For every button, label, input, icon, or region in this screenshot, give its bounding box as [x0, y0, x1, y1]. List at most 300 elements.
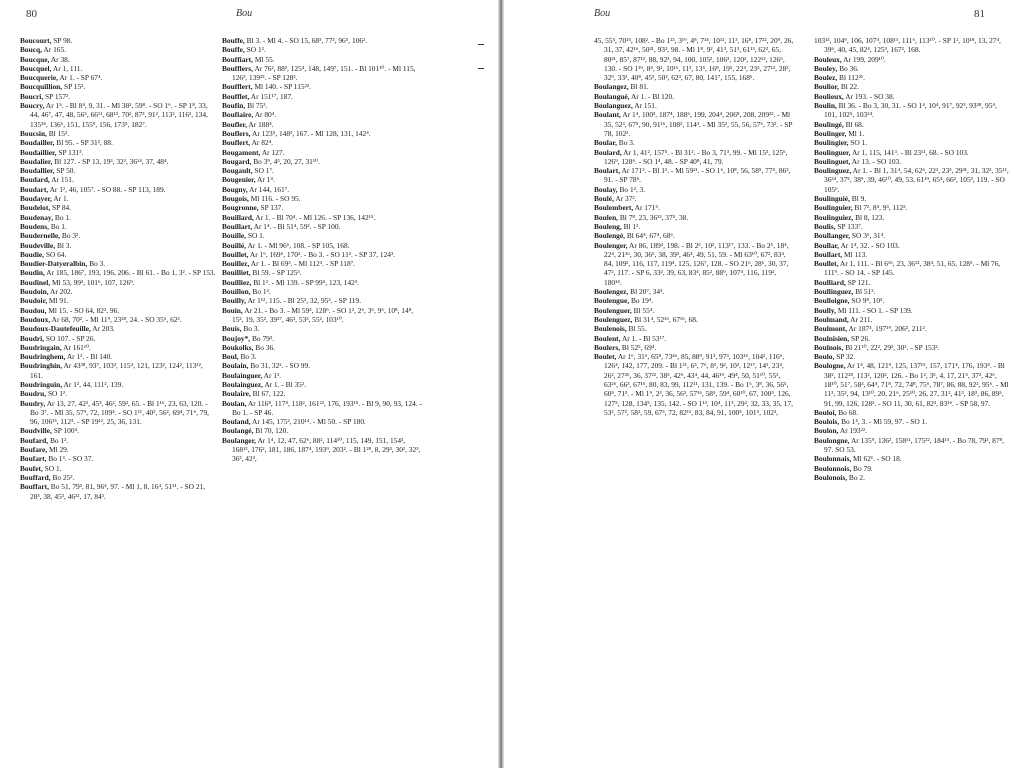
- entry-references: Ar 116⁸, 117⁴, 118², 161²², 176, 193¹⁵. - Bl 9, 90, 93, 124. - Bo 1. - SP 46.: [232, 398, 422, 417]
- entry-references: Ar 151¹⁷, 187.: [249, 91, 293, 101]
- surname-heading: Boulonois,: [814, 472, 848, 482]
- left-page: [0, 0, 500, 768]
- entry-references: Ar 1. - SP 67⁴.: [57, 73, 103, 83]
- surname-heading: Boudenay,: [20, 212, 54, 222]
- surname-heading: Boulengé,: [594, 231, 626, 241]
- surname-heading: Boufin,: [222, 101, 246, 111]
- surname-heading: Bouland,: [222, 417, 251, 427]
- index-entry: [20, 157, 216, 166]
- index-entry: [20, 399, 216, 427]
- surname-heading: Boudringain,: [20, 342, 62, 352]
- entry-references: Bl 3. - Ml 4. - SO 15, 68³, 77³, 96⁵, 106².: [244, 36, 368, 45]
- index-entry: [20, 55, 216, 64]
- entry-references: Ar 1. - Bl 35².: [262, 379, 306, 389]
- index-entry: [20, 148, 216, 157]
- index-entry: [594, 213, 794, 222]
- surname-heading: Boulenguez,: [594, 314, 633, 324]
- index-entry: [814, 473, 1010, 482]
- surname-heading: Bougault,: [222, 166, 253, 176]
- entry-references: Ar 86, 189³, 198. - Bl 2⁶, 10², 113¹⁷, 133. - Bo 2⁶, 18⁴, 22⁴, 21²⁶, 30, 36⁶, 38, 39³, 46⁴, 49, 51, 59. - Ml 63¹⁰, 67², 83⁴, 84, 109², 116, 117, 119⁴, 125, 126⁷, 128. - SO 21⁶, 28⁶, 30, 37, 47², 117. - SP 6, 33², 39, 63, 83⁴, 85², 88⁹, 107⁴, 116, 119², 180¹⁴.: [604, 240, 789, 287]
- index-entry: [594, 222, 794, 231]
- entry-references: Ar 171⁵.: [633, 203, 660, 213]
- index-entry: [814, 120, 1010, 129]
- surname-heading: Boufard,: [20, 435, 49, 445]
- entry-references: SO 1.: [42, 463, 62, 473]
- index-entry: [594, 334, 794, 343]
- entry-references: Ar 1. - Bl 70⁴. - Ml 126. - SP 136, 142¹⁵.: [253, 212, 376, 222]
- index-entry: [222, 110, 422, 119]
- index-entry: [222, 55, 422, 64]
- surname-heading: Boulainguez,: [222, 379, 263, 389]
- surname-heading: Boufflers,: [222, 63, 253, 73]
- surname-heading: Bougronne,: [222, 203, 259, 213]
- index-entry: [594, 203, 794, 212]
- index-entry: [814, 426, 1010, 435]
- entry-references: Bo 1².: [48, 435, 69, 445]
- index-entry: [20, 306, 216, 315]
- surname-heading: Boufflet,: [222, 91, 250, 101]
- index-entry: [222, 417, 422, 426]
- surname-heading: Boudart,: [20, 184, 49, 194]
- entry-references: Ml 91.: [47, 296, 69, 306]
- index-entry: [594, 82, 794, 91]
- entry-references: Bl 20⁷, 34³.: [628, 287, 665, 297]
- entry-references: Ar 1⁴. - Bl 51⁴, 59². - SP 100.: [252, 221, 341, 231]
- page-number: 80: [26, 8, 37, 20]
- surname-heading: Boulengez,: [594, 287, 629, 297]
- index-entry: [814, 250, 1010, 259]
- surname-heading: Boufart,: [20, 454, 47, 464]
- index-entry: [814, 203, 1010, 212]
- index-entry: [594, 185, 794, 194]
- entry-references: SP 100⁴.: [51, 426, 79, 436]
- index-entry: [20, 268, 216, 277]
- surname-heading: Bouillé,: [222, 240, 247, 250]
- surname-heading: Bouillart,: [222, 221, 253, 231]
- surname-heading: Boudelot,: [20, 203, 51, 213]
- index-entry: [20, 92, 216, 101]
- index-entry: [594, 194, 794, 203]
- margin-mark: [478, 44, 484, 45]
- index-entry: [814, 343, 1010, 352]
- surname-heading: Bouillet,: [222, 249, 249, 259]
- index-entry: [20, 36, 216, 45]
- index-entry: [222, 352, 422, 361]
- surname-heading: Boucque,: [20, 54, 50, 64]
- surname-heading: Bouley,: [814, 63, 838, 73]
- entry-references: Bo 2.: [847, 472, 865, 482]
- entry-references: SP 98.: [51, 36, 73, 45]
- entry-references: Ar 187³, 197¹⁹, 206³, 211².: [847, 324, 927, 334]
- index-entry: [594, 36, 794, 82]
- surname-heading: Bouffard,: [20, 472, 51, 482]
- surname-heading: Boulingier,: [814, 138, 849, 148]
- running-head: Bou: [594, 8, 611, 19]
- surname-heading: Bougny,: [222, 184, 248, 194]
- entry-references: Ar 188⁴.: [246, 119, 274, 129]
- surname-heading: Boufler,: [222, 119, 247, 129]
- entry-references: SO 64.: [44, 249, 67, 259]
- margin-mark: [478, 68, 484, 69]
- entry-references: Bl 55.: [626, 324, 647, 334]
- index-entry: [20, 380, 216, 389]
- index-entry: [20, 166, 216, 175]
- surname-heading: Boulingé,: [814, 119, 844, 129]
- index-entry: [814, 454, 1010, 463]
- index-entry: [20, 73, 216, 82]
- surname-heading: Boudeville,: [20, 240, 56, 250]
- entry-references: Ar 43³⁸, 93⁷, 103³, 115⁴, 121, 123², 124², 113¹², 161.: [30, 361, 203, 380]
- index-entry: [20, 287, 216, 296]
- entry-references: Ar 1⁴, 32. - SO 103.: [839, 240, 900, 250]
- entry-references: Ar 1⁴, 12, 47, 62⁶, 88², 114¹⁰, 115, 149, 151, 154³, 168¹³, 176², 181, 186, 187⁴, 193⁹, 203². - Bl 1²⁸, 8, 29³, 30², 32³, 36³, 42³,: [232, 435, 421, 464]
- entry-references: Bl 22.: [839, 82, 859, 92]
- entry-references: Ml 140. - SP 115²².: [252, 82, 311, 92]
- surname-heading: Bouffe,: [222, 45, 245, 55]
- entry-references: Ar 1. - Ml 96⁶, 108. - SP 105, 168.: [246, 240, 350, 250]
- entry-references: Bl 59. - SP 125³.: [250, 268, 302, 278]
- index-entry: [222, 436, 422, 464]
- surname-heading: Boulen,: [594, 212, 619, 222]
- entry-references: Ml 116. - SO 95.: [248, 194, 301, 204]
- surname-heading: Boulet,: [594, 352, 617, 362]
- surname-heading: Boufflert,: [222, 82, 253, 92]
- surname-heading: Boulenger,: [594, 240, 628, 250]
- entry-references: Ar 82⁴.: [250, 138, 274, 148]
- index-entry: [20, 445, 216, 454]
- index-entry: [222, 380, 422, 389]
- index-entry: [594, 138, 794, 147]
- book-gutter: [498, 0, 504, 768]
- entry-references: Bl 55⁴.: [631, 305, 655, 315]
- index-entry: [20, 203, 216, 212]
- surname-heading: Bouillard,: [222, 212, 254, 222]
- index-entry: [20, 259, 216, 268]
- index-column-right-1: [594, 36, 794, 764]
- index-entry: [594, 101, 794, 110]
- index-column-left-2: [222, 36, 422, 764]
- index-entry: [594, 241, 794, 287]
- surname-heading: Boulinguer,: [814, 147, 851, 157]
- surname-heading: Boular,: [594, 138, 617, 148]
- surname-heading: Boudallier,: [20, 166, 55, 176]
- surname-heading: Boufare,: [20, 445, 48, 455]
- index-entry: [20, 185, 216, 194]
- index-entry: [814, 278, 1010, 287]
- entry-references: Ar 203.: [90, 324, 115, 334]
- entry-references: SP 157².: [43, 91, 70, 101]
- surname-heading: Boulainguer,: [222, 370, 263, 380]
- index-entry: [814, 315, 1010, 324]
- index-entry: [594, 148, 794, 167]
- index-entry: [222, 185, 422, 194]
- index-entry: [20, 64, 216, 73]
- surname-heading: Bouleux,: [814, 54, 842, 64]
- surname-heading: Bougamont,: [222, 147, 261, 157]
- entry-references: Ar 1², 44, 111², 139.: [62, 379, 124, 389]
- entry-references: Ar 1¹², 115. - Bl 25³, 32, 95³. - SP 119.: [246, 296, 362, 306]
- entry-references: Ar 165.: [41, 45, 67, 55]
- surname-heading: Boulior,: [814, 82, 839, 92]
- index-entry: [814, 138, 1010, 147]
- index-entry: [20, 222, 216, 231]
- entry-references: Bo 1².: [250, 287, 271, 297]
- index-entry: [20, 343, 216, 352]
- entry-references: Ml 113.: [842, 249, 868, 259]
- index-entry: [20, 296, 216, 305]
- index-entry: [814, 334, 1010, 343]
- surname-heading: Boulinguié,: [814, 194, 850, 204]
- entry-references: Bl 68.: [843, 119, 864, 129]
- surname-heading: Boudoux-Dautefeuille,: [20, 324, 91, 334]
- entry-references: Ar 1, 111.: [51, 63, 83, 73]
- index-entry: [814, 73, 1010, 82]
- index-entry: [20, 194, 216, 203]
- right-page: [514, 0, 1014, 768]
- index-entry: [594, 306, 794, 315]
- index-entry: [814, 166, 1010, 194]
- entry-references: Ar 1⁴, 100³, 187⁴, 188⁶, 199, 204⁴, 206⁸, 208, 209²². - Ml 35, 52³, 67⁵, 90, 91¹⁶, 108², 114³. - Ml 35², 55, 56, 57⁶, 73². - SP 78, 102².: [604, 110, 793, 138]
- entry-references: Ar 13. - SO 103.: [850, 156, 902, 166]
- surname-heading: Boulmand,: [814, 314, 849, 324]
- index-entry: [20, 45, 216, 54]
- entry-references: Bl 1².: [621, 221, 641, 231]
- surname-heading: Bouilliet,: [222, 268, 251, 278]
- entry-references: Ar 202.: [48, 287, 73, 297]
- surname-heading: Boulnois,: [814, 342, 844, 352]
- surname-heading: Boucry,: [20, 101, 45, 111]
- entry-references: 45, 55⁵, 70¹⁵, 108². - Bo 1²³, 3¹⁹, 4⁸, 7¹⁴, 10¹², 11³, 16⁸, 17²², 20⁹, 26, 31, 37, 42¹⁶, 50²¹, 93³, 98. - Ml 1⁸, 9², 41³, 51³, 61¹³, 62², 65, 80²¹, 85⁷, 87¹², 88, 92³, 94, 100, 105², 106³, 120², 122¹², 126⁶, 130. - SO 1¹⁹, 8⁴, 9², 10¹⁶, 11³, 13⁵, 16⁸, 19⁵, 22⁴, 23⁵, 27¹², 28³, 32⁹, 33², 40⁸, 45³, 50², 62³, 67, 80, 141⁷, 155, 168⁶.: [594, 36, 794, 83]
- surname-heading: Boudoin,: [20, 287, 49, 297]
- index-entry: [814, 306, 1010, 315]
- surname-heading: Boufet,: [20, 463, 43, 473]
- entry-references: Ar 1. - Bl 1, 31⁴, 54, 62⁶, 22², 23³, 29³¹, 31, 32², 35¹¹, 36³⁴, 37⁵, 38⁹, 39, 46¹⁰, 49, 53, 61¹⁹, 65⁴, 66², 105³, 119. - SO 105⁶.: [824, 166, 1009, 194]
- index-entry: [814, 464, 1010, 473]
- entry-references: Ml 15. - SO 64, 82², 96.: [46, 305, 120, 315]
- entry-references: SO 1⁷.: [252, 166, 274, 176]
- surname-heading: Boudinel,: [20, 277, 51, 287]
- index-entry: [814, 194, 1010, 203]
- surname-heading: Boulis,: [814, 221, 836, 231]
- surname-heading: Boucquel,: [20, 63, 52, 73]
- surname-heading: Boucsin,: [20, 128, 47, 138]
- entry-references: Ar 161¹⁰.: [61, 342, 91, 352]
- index-entry: [594, 324, 794, 333]
- surname-heading: Boulonnais,: [814, 454, 852, 464]
- entry-references: Bo 79.: [851, 463, 873, 473]
- entry-references: Ml 111. - SO 1. - SP 139.: [835, 305, 913, 315]
- entry-references: Ar 1, 41², 157⁵. - Bl 31². - Bo 3, 71³, 99. - Ml 15³, 125⁶, 126⁹, 128⁶. - SO 1⁴, 48. - SP 40⁸, 41, 79.: [604, 147, 788, 166]
- entry-references: Ar 1². - Bl 140.: [65, 352, 113, 362]
- entry-references: Ar 1³.: [262, 370, 282, 380]
- surname-heading: Bouloi,: [814, 407, 837, 417]
- index-entry: [814, 157, 1010, 166]
- index-entry: [814, 287, 1010, 296]
- index-entry: [222, 296, 422, 305]
- surname-heading: Boudard,: [20, 175, 50, 185]
- surname-heading: Boulé,: [594, 194, 614, 204]
- index-entry: [222, 45, 422, 54]
- index-entry: [222, 268, 422, 277]
- index-entry: [814, 436, 1010, 455]
- index-entry: [222, 334, 422, 343]
- entry-references: Bl 112²¹.: [837, 73, 865, 83]
- index-entry: [814, 352, 1010, 361]
- entry-references: SO 1.: [848, 138, 868, 148]
- index-entry: [222, 64, 422, 83]
- surname-heading: Boulieux,: [814, 91, 844, 101]
- surname-heading: Boudringhem,: [20, 352, 66, 362]
- entry-references: SP 131³.: [56, 147, 84, 157]
- surname-heading: Bouilliez,: [222, 277, 252, 287]
- entry-references: Bl 21¹⁰, 22², 29³, 30³. - SP 153².: [843, 342, 940, 352]
- surname-heading: Boudailler,: [20, 138, 55, 148]
- surname-heading: Boudaillier,: [20, 147, 57, 157]
- index-entry: [20, 138, 216, 147]
- index-entry: [222, 426, 422, 435]
- entry-references: Ar 1⁶, 31⁶, 65⁸, 73⁴⁶, 85, 88⁹, 91², 97³, 103¹⁶, 104², 116⁶, 126⁴, 142, 177, 209. - Bl 1²¹, 6³, 7⁶, 8³, 9², 10², 12¹⁷, 14², 23⁴, 26², 27²⁶, 36, 37²², 38⁵, 42⁶, 43⁴, 44, 46¹⁹, 49⁴, 50, 51¹⁰, 55³, 63²⁶, 66³, 67¹⁶, 80, 83, 99, 112¹¹, 131, 139. - Bo 1⁶, 3⁸, 36, 56⁵, 60⁵, 71³. - Ml 1⁹, 2³, 36, 56³, 57¹⁶, 58⁵, 59⁴, 60¹⁰, 67, 100⁵, 126, 127⁵, 128, 134⁵, 135, 142. - SO 1¹³, 10⁴, 11³, 29², 32, 33, 35, 17, 53², 57², 58², 59, 67³, 72, 82¹¹, 83, 84, 91, 100⁵, 101⁵, 102³,: [604, 352, 793, 417]
- entry-references: Bo 1², 3.: [617, 184, 646, 194]
- entry-references: Bo 68.: [836, 407, 858, 417]
- index-entry: [20, 436, 216, 445]
- index-entry: [814, 361, 1010, 407]
- entry-references: Ar 1², 46, 105⁷. - SO 88. - SP 113, 189.: [48, 184, 166, 194]
- entry-references: Ar 185, 186⁷, 193, 196, 206. - Bl 61. - Bo 1, 3². - SP 153.: [44, 268, 216, 278]
- entry-references: Ar 13, 27, 42², 45³, 46², 59², 65. - Bl 1¹⁶, 23, 63, 120. - Bo 3⁷. - Ml 35, 57⁹, 72, 109⁴. - SO 1¹¹, 40², 56², 69⁴, 71⁶, 79, 96, 106¹³, 112³. - SP 19¹², 25, 36, 131.: [30, 398, 210, 427]
- index-entry: [222, 138, 422, 147]
- entry-references: Bo 25².: [50, 472, 75, 482]
- index-entry: [594, 352, 794, 417]
- surname-heading: Bouis,: [222, 324, 242, 334]
- surname-heading: Boulinger,: [814, 128, 847, 138]
- entry-references: Ar 135⁹, 136², 158¹¹, 175²², 184¹⁵. - Bo 78, 79³, 87⁸, 97. SO 53.: [824, 435, 1004, 455]
- index-entry: [814, 148, 1010, 157]
- index-entry: [20, 278, 216, 287]
- index-entry: [222, 213, 422, 222]
- surname-heading: Boudou,: [20, 305, 47, 315]
- surname-heading: Boudry,: [20, 398, 46, 408]
- index-entry: [814, 241, 1010, 250]
- entry-references: Bl 70, 120.: [253, 426, 289, 436]
- index-entry: [814, 259, 1010, 278]
- entry-references: Bl 67, 122.: [250, 389, 286, 399]
- surname-heading: Boulengue,: [594, 296, 630, 306]
- index-entry: [594, 343, 794, 352]
- entry-references: Ml 1.: [846, 128, 865, 138]
- entry-references: Ar 1⁴, 48, 121⁹, 125, 137¹⁵, 157, 171⁴, 176, 193⁴. - Bl 38², 112²⁸, 113², 120², 126. - Bo 1², 3⁵, 4, 17, 21⁵, 37², 42⁶, 18¹⁰, 51⁷, 58³, 64⁴, 71⁸, 72, 74⁸, 75⁶, 78⁷, 86, 88, 92², 95⁶. - Ml 11³, 35³, 94, 13¹⁰, 20, 21⁶, 25¹⁰, 26, 27, 31², 41³, 18³, 86, 89⁵, 91, 99, 126, 128². - SO 11, 30, 61, 82³, 83¹⁶. - SP 58, 97.: [824, 361, 1009, 408]
- entry-references: Bo 3.: [616, 138, 635, 148]
- surname-heading: Boullinguez,: [814, 287, 854, 297]
- entry-references: Ar 171². - Bl 1². - Ml 59²¹. - SO 1⁶, 10⁸, 56, 58⁵, 77⁵, 86³, 91. - SP 78⁶.: [604, 166, 791, 185]
- index-entry: [222, 36, 422, 45]
- entry-references: SP 26.: [849, 333, 871, 343]
- index-entry: [814, 324, 1010, 333]
- entry-references: Bl 3.: [55, 240, 72, 250]
- entry-references: Bl 51².: [853, 287, 876, 297]
- index-entry: [222, 157, 422, 166]
- index-entry: [20, 241, 216, 250]
- surname-heading: Boudayer,: [20, 194, 52, 204]
- entry-references: Ar 1. - Bl 120.: [629, 91, 675, 101]
- entry-references: Ar 38.: [49, 54, 70, 64]
- index-entry: [20, 426, 216, 435]
- entry-references: Bo 51, 79³, 81, 96⁴, 97. - Ml 1, 8, 16⁴, 51¹¹. - SO 21, 28³, 38, 45³, 46²², 17, 84³.: [30, 482, 206, 501]
- entry-references: Bl 1². - Ml 139. - SP 99⁵, 123, 142³.: [251, 277, 359, 287]
- index-entry: [222, 129, 422, 138]
- surname-heading: Boulent,: [594, 333, 621, 343]
- index-entry: [814, 36, 1010, 55]
- entry-references: Bo 19⁴.: [629, 296, 654, 306]
- index-entry: [20, 315, 216, 324]
- entry-references: Bo 1³. - SO 37.: [46, 454, 94, 464]
- index-entry: [222, 399, 422, 418]
- index-entry: [814, 64, 1010, 73]
- entry-references: Bl 127. - SP 13, 19³, 32², 36¹⁴, 37, 48⁴.: [52, 156, 169, 166]
- index-entry: [814, 92, 1010, 101]
- surname-heading: Boucri,: [20, 91, 44, 101]
- surname-heading: Boulogne,: [814, 361, 846, 371]
- entry-references: SP 15².: [62, 82, 86, 92]
- surname-heading: Boulan,: [222, 398, 247, 408]
- entry-references: Bo 1.: [48, 221, 67, 231]
- entry-references: Bo 3⁹, 4³, 20, 27, 31¹⁰.: [251, 156, 320, 166]
- index-entry: [222, 222, 422, 231]
- surname-heading: Bouleng,: [594, 221, 622, 231]
- index-entry: [20, 464, 216, 473]
- index-entry: [814, 129, 1010, 138]
- index-entry: [222, 361, 422, 370]
- entry-references: SO 107. - SP 26.: [44, 333, 96, 343]
- surname-heading: Boucq,: [20, 45, 42, 55]
- surname-heading: Boulon,: [814, 426, 839, 436]
- entry-references: Bl 81.: [628, 82, 649, 92]
- surname-heading: Bouflert,: [222, 138, 251, 148]
- surname-heading: Boudin,: [20, 268, 45, 278]
- surname-heading: Bouillon,: [222, 287, 251, 297]
- surname-heading: Boulaire,: [222, 389, 251, 399]
- surname-heading: Boulinguet,: [814, 156, 851, 166]
- surname-heading: Boulenguer,: [594, 305, 632, 315]
- entry-references: Ar 1⁴.: [255, 175, 275, 185]
- surname-heading: Boulongne,: [814, 435, 850, 445]
- entry-references: Ar 1⁶, 169⁶, 170². - Bo 3. - SO 11². - SP 37, 124³.: [248, 249, 396, 259]
- surname-heading: Boulart,: [594, 166, 621, 176]
- entry-references: Bl 64⁴, 67⁴, 68⁶.: [625, 231, 675, 241]
- entry-references: Ar 21. - Bo 3. - Ml 59³, 128⁶. - SO 1², 2⁶, 3⁶, 9⁶, 10⁸, 14⁸, 15², 19, 35², 39²⁷, 46³, 53³, 55², 103¹⁰.: [232, 305, 414, 324]
- index-entry: [594, 92, 794, 101]
- index-entry: [222, 343, 422, 352]
- surname-heading: Boudville,: [20, 426, 52, 436]
- surname-heading: Boulinguier,: [814, 203, 853, 213]
- entry-references: SP 137.: [258, 203, 284, 213]
- surname-heading: Boulanger,: [222, 435, 257, 445]
- index-entry: [594, 110, 794, 138]
- surname-heading: Boulnisien,: [814, 333, 850, 343]
- surname-heading: Boudalier,: [20, 156, 53, 166]
- surname-heading: Boufiaire,: [222, 110, 254, 120]
- entry-references: Ar 127.: [260, 147, 285, 157]
- surname-heading: Boukolks,: [222, 342, 254, 352]
- entry-references: Ar 151.: [49, 175, 74, 185]
- entry-references: Bl 95. - SP 31², 88.: [54, 138, 113, 148]
- index-entry: [20, 250, 216, 259]
- entry-references: Bl 7⁸, 23, 36¹³, 37⁵, 38.: [618, 212, 689, 222]
- index-entry: [20, 389, 216, 398]
- index-entry: [20, 129, 216, 138]
- index-entry: [20, 231, 216, 240]
- surname-heading: Boudernelle,: [20, 231, 61, 241]
- index-entry: [20, 334, 216, 343]
